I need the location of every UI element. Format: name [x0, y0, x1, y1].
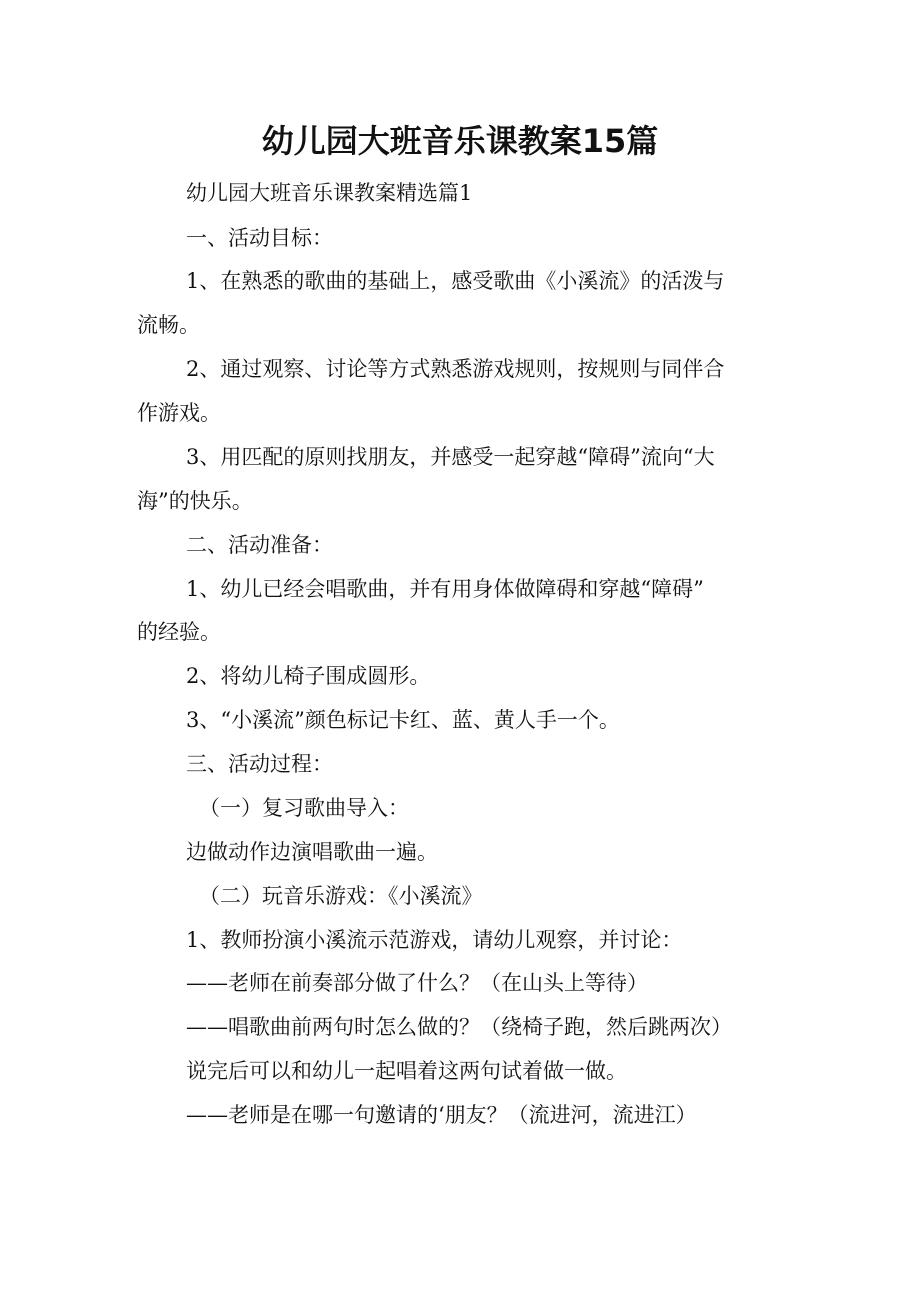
paragraph-line: 1、教师扮演小溪流示范游戏，请幼儿观察，并讨论： [186, 928, 683, 952]
paragraph-line: ——唱歌曲前两句时怎么做的？（绕椅子跑，然后跳两次） [186, 1015, 732, 1039]
document-title: 幼儿园大班音乐课教案15篇 [261, 122, 659, 160]
paragraph-line: 3、“小溪流”颜色标记卡红、蓝、黄人手一个。 [186, 708, 620, 732]
paragraph-line: ——老师在前奏部分做了什么？（在山头上等待） [186, 971, 648, 995]
paragraph-line: 海”的快乐。 [137, 489, 253, 513]
paragraph-line: 流畅。 [137, 313, 200, 337]
paragraph-line: 说完后可以和幼儿一起唱着这两句试着做一做。 [186, 1059, 627, 1083]
paragraph-line: 3、用匹配的原则找朋友，并感受一起穿越“障碍”流向“大 [186, 445, 715, 469]
subheading: （一）复习歌曲导入： [199, 796, 409, 820]
paragraph-line: 1、在熟悉的歌曲的基础上，感受歌曲《小溪流》的活泼与 [186, 269, 725, 293]
heading-preparation: 二、活动准备： [186, 533, 333, 557]
section-heading: 幼儿园大班音乐课教案精选篇1 [186, 181, 473, 205]
paragraph-line: 2、将幼儿椅子围成圆形。 [186, 664, 431, 688]
heading-goals: 一、活动目标： [186, 226, 333, 250]
heading-process: 三、活动过程： [186, 752, 333, 776]
paragraph-line: 的经验。 [137, 620, 221, 644]
paragraph-line: 边做动作边演唱歌曲一遍。 [186, 840, 438, 864]
paragraph-line: ——老师是在哪一句邀请的‘朋友？（流进河，流进江） [186, 1103, 697, 1127]
subheading: （二）玩音乐游戏：《小溪流》 [199, 884, 483, 908]
paragraph-line: 1、幼儿已经会唱歌曲，并有用身体做障碍和穿越“障碍” [186, 577, 704, 601]
paragraph-line: 2、通过观察、讨论等方式熟悉游戏规则，按规则与同伴合 [186, 357, 725, 381]
paragraph-line: 作游戏。 [137, 401, 221, 425]
